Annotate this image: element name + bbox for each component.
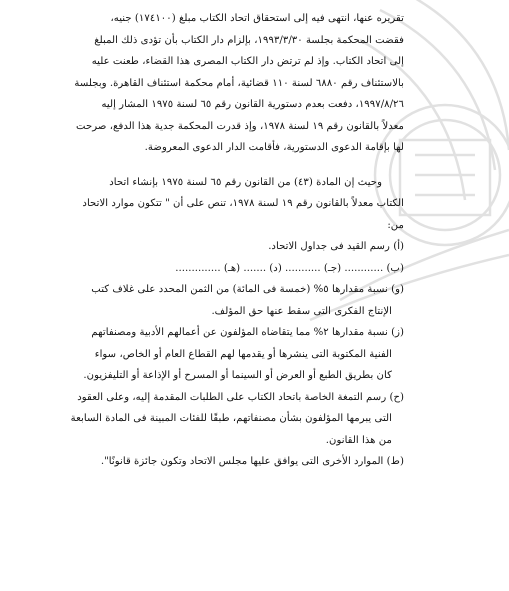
text-line: (ط) الموارد الأخرى التى يوافق عليها مجلس الاتحاد وتكون جائزة قانونًا". [100,456,404,467]
document-body [70,8,404,473]
text-line: كان بطريق الطبع أو العرض أو السينما أو المسرح أو الإذاعة أو التليفزيون. [83,370,392,381]
text-line: معدلاً بالقانون رقم ١٩ لسنة ١٩٧٨، وإذ قدرت المحكمة جدية هذا الدفع، صرحت [75,120,404,132]
text-line: (ب) ............ (جـ) ........... (د) ....... (هـ) .............. [175,262,404,274]
text-line: فقضت المحكمة بجلسة ١٩٩٣/٣/٣٠، بإلزام دار الكتاب بأن تؤدى ذلك المبلغ [94,34,404,46]
text-line: الإنتاج الفكرى التى سقط عنها حق المؤلف. [211,305,392,317]
text-line: (و) نسبة مقدارها ٥% (خمسة فى المائة) من الثمن المحدد على غلاف كتب [91,284,404,295]
list-item-waw [91,279,404,322]
text-line: من هذا القانون. [325,434,392,446]
list-item-ha [70,387,404,452]
paragraph-article-43 [82,172,404,237]
text-line: (أ) رسم القيد فى جداول الاتحاد. [268,241,404,252]
text-line: الكتاب معدلاً بالقانون رقم ١٩ لسنة ١٩٧٨، تنص على أن " تتكون موارد الاتحاد [82,198,404,209]
text-line: (ز) نسبة مقدارها ٢% مما يتقاضاه المؤلفون عن أعمالهم الأدبية ومصنفاتهم [91,327,404,338]
text-line: ١٩٩٧/٨/٢٦، دفعت بعدم دستورية القانون رقم ٦٥ لسنة ١٩٧٥ المشار إليه [101,99,404,110]
paragraph-case-history [74,8,404,159]
list-item-alif [104,236,404,258]
text-line: إلى اتحاد الكتاب. وإذ لم ترتض دار الكتاب المصرى هذا القضاء، طعنت عليه [91,56,404,67]
text-line: بالاستئناف رقم ٦٨٨٠ لسنة ١١٠ قضائية، أمام محكمة استئناف القاهرة. وبجلسة [74,77,404,89]
text-line: (ح) رسم التمغة الخاصة باتحاد الكتاب على الطلبات المقدمة إليه، وعلى العقود [77,391,404,403]
list-item-ta [100,451,404,473]
text-line: وحيث إن المادة (٤٣) من القانون رقم ٦٥ لسنة ١٩٧٥ بإنشاء اتحاد [109,176,382,188]
text-line: من: [387,219,404,231]
list-item-zay [83,322,404,387]
list-item-ba-ha [104,258,404,280]
text-line: الفنية المكتوبة التى ينشرها أو يقدمها لهم القطاع العام أو الخاص، سواء [94,348,392,360]
text-line: لها بإقامة الدعوى الدستورية، فأقامت الدار الدعوى المعروضة. [144,142,404,153]
text-line: التى يبرمها المؤلفون بشأن مصنفاتهم، طبقًا للفئات المبينة فى المادة السابعة [70,413,392,424]
text-line: تقريره عنها، انتهى فيه إلى استحقاق اتحاد الكتاب مبلغ (١٧٤١٠٠) جنيه، [110,13,404,24]
